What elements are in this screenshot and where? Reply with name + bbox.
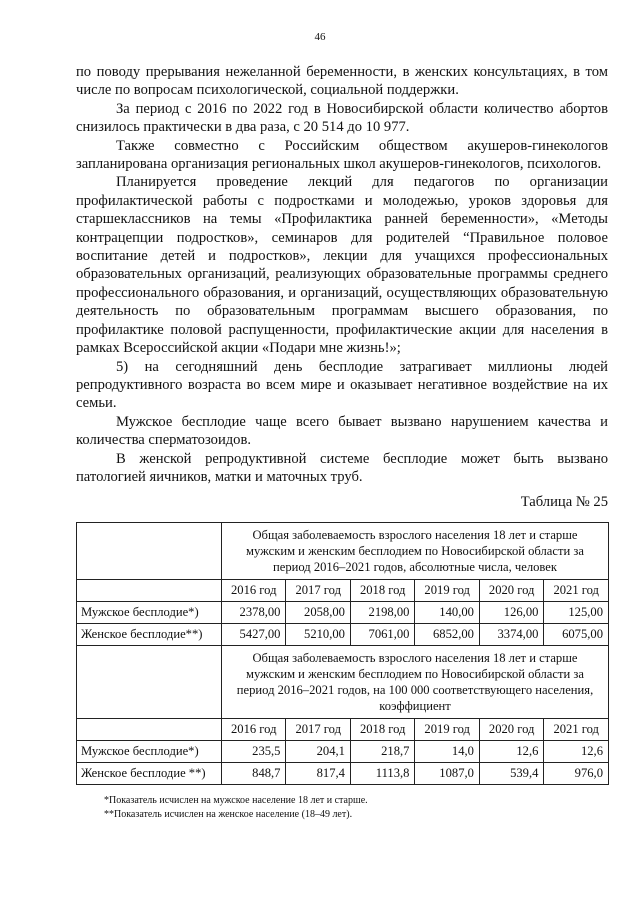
table-cell: 7061,00 — [350, 624, 414, 646]
year-cell: 2021 год — [544, 719, 609, 741]
table-cell: 14,0 — [415, 741, 479, 763]
year-cell: 2019 год — [415, 580, 479, 602]
footnote: *Показатель исчислен на мужское население 18 лет и старше. — [104, 795, 368, 806]
table-cell: 2058,00 — [286, 602, 350, 624]
infertility-table — [76, 522, 609, 785]
footnote: **Показатель исчислен на женское население (18–49 лет). — [104, 809, 353, 820]
paragraph: За период с 2016 по 2022 год в Новосибирской области количество абортов снизилось практически в два раза, с 20 514 до 10 977. — [76, 100, 608, 136]
paragraph: Также совместно с Российским обществом акушеров-гинекологов запланирована организация региональных школ акушеров-гинекологов, психологов. — [76, 137, 608, 173]
table-caption: Таблица № 25 — [520, 494, 608, 510]
body-text — [76, 63, 608, 486]
table-corner-cell — [77, 523, 222, 580]
year-cell: 2016 год — [222, 719, 286, 741]
year-row — [77, 580, 609, 602]
year-cell: 2021 год — [544, 580, 609, 602]
table-corner-cell — [77, 580, 222, 602]
section2-header: Общая заболеваемость взрослого населения 18 лет и старше мужским и женским бесплодием по Новосибирской области за период 2016–2021 годов, на 100 000 соответствующего населения, коэффициент — [222, 646, 609, 719]
table-cell: 1113,8 — [350, 763, 414, 785]
table-row — [77, 741, 609, 763]
paragraph: Планируется проведение лекций для педагогов по организации профилактической работы с подростками и молодежью, уроков здоровья для старшеклассников на темы «Профилактика ранней беременности», «Методы контрацепции подростков», семинаров для родителей “Правильное половое воспитание детей и подростков», лекции для учащихся профессиональных образовательных организаций, реализующих образовательные программы среднего профессионального образования, и организаций, осуществляющих образовательную деятельность по образовательным программам высшего образования, по профилактике половой распущенности, профилактические акции для населения в рамках Всероссийской акции «Подари мне жизнь!»; — [76, 174, 608, 357]
year-cell: 2018 год — [350, 719, 414, 741]
table-cell: 12,6 — [544, 741, 609, 763]
year-row — [77, 719, 609, 741]
section1-header: Общая заболеваемость взрослого населения 18 лет и старше мужским и женским бесплодием по Новосибирской области за период 2016–2021 годов, абсолютные числа, человек — [222, 523, 609, 580]
footnotes — [104, 794, 368, 822]
table-cell: 12,6 — [479, 741, 543, 763]
table-cell: 235,5 — [222, 741, 286, 763]
year-cell: 2020 год — [479, 719, 543, 741]
table-row — [77, 602, 609, 624]
table-cell: 218,7 — [350, 741, 414, 763]
paragraph: по поводу прерывания нежеланной беременности, в женских консультациях, в том числе по вопросам психологической, социальной поддержки. — [76, 64, 608, 99]
year-cell: 2017 год — [286, 580, 350, 602]
year-cell: 2019 год — [415, 719, 479, 741]
paragraph: В женской репродуктивной системе бесплодие может быть вызвано патологией яичников, матки и маточных труб. — [76, 450, 608, 485]
table-cell: 6852,00 — [415, 624, 479, 646]
table-corner-cell — [77, 719, 222, 741]
year-cell: 2016 год — [222, 580, 286, 602]
table-cell: 817,4 — [286, 763, 350, 785]
year-cell: 2018 год — [350, 580, 414, 602]
row-label: Мужское бесплодие*) — [77, 741, 222, 763]
table-cell: 3374,00 — [479, 624, 543, 646]
table-corner-cell — [77, 646, 222, 719]
row-label: Женское бесплодие **) — [77, 763, 222, 785]
row-label: Женское бесплодие**) — [77, 624, 222, 646]
table-cell: 204,1 — [286, 741, 350, 763]
table-row — [77, 763, 609, 785]
table-cell: 5427,00 — [222, 624, 286, 646]
table-row — [77, 624, 609, 646]
table-cell: 140,00 — [415, 602, 479, 624]
table-cell: 6075,00 — [544, 624, 609, 646]
page-number: 46 — [314, 31, 326, 43]
table-cell: 5210,00 — [286, 624, 350, 646]
paragraph: Мужское бесплодие чаще всего бывает вызвано нарушением качества и количества сперматозоидов. — [76, 413, 608, 449]
table-header-row — [77, 523, 609, 580]
year-cell: 2020 год — [479, 580, 543, 602]
year-cell: 2017 год — [286, 719, 350, 741]
table-header-row — [77, 646, 609, 719]
table-cell: 2198,00 — [350, 602, 414, 624]
paragraph: 5) на сегодняшний день бесплодие затрагивает миллионы людей репродуктивного возраста во всем мире и оказывает негативное воздействие на их семьи. — [76, 358, 608, 412]
table-cell: 125,00 — [544, 602, 609, 624]
table-cell: 539,4 — [479, 763, 543, 785]
row-label: Мужское бесплодие*) — [77, 602, 222, 624]
table-cell: 2378,00 — [222, 602, 286, 624]
table-cell: 1087,0 — [415, 763, 479, 785]
table-cell: 126,00 — [479, 602, 543, 624]
table-cell: 848,7 — [222, 763, 286, 785]
table-cell: 976,0 — [544, 763, 609, 785]
